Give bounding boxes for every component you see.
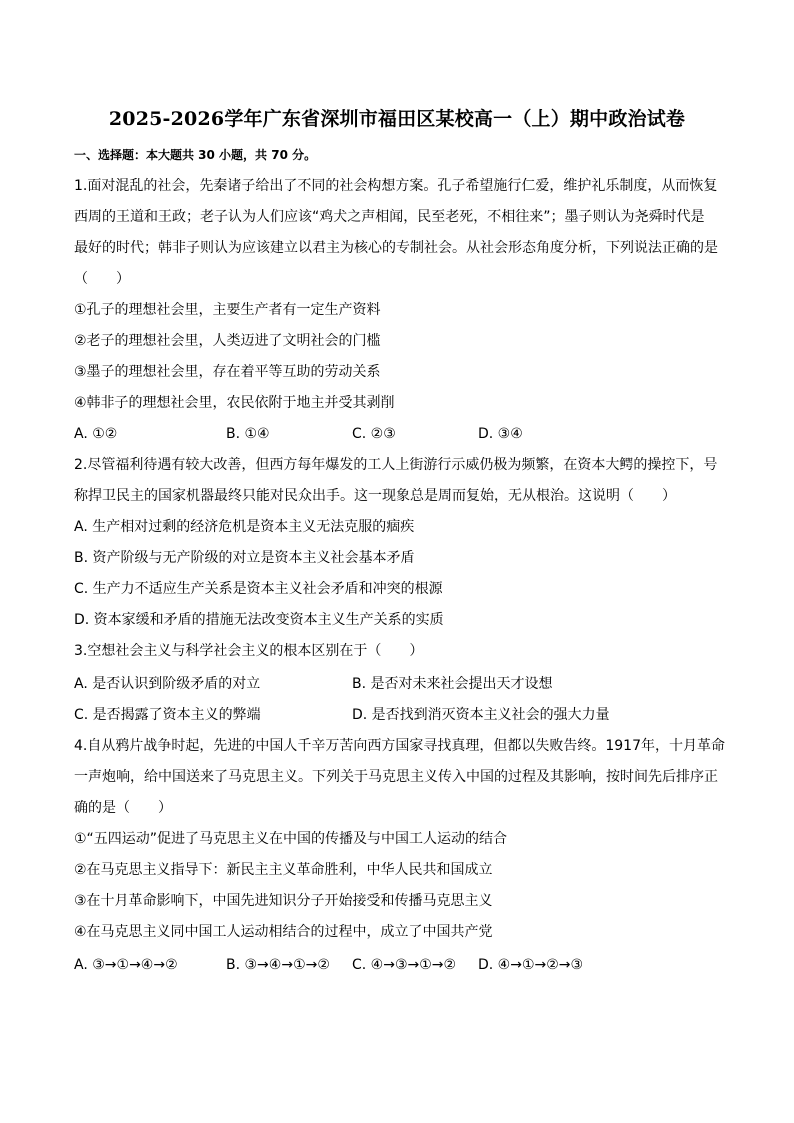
q3-option-c[interactable]: C. 是否揭露了资本主义的弊端	[74, 707, 261, 723]
q2-option-c[interactable]: C. 生产力不适应生产关系是资本主义社会矛盾和冲突的根源	[74, 581, 443, 597]
q1-stem-line: 西周的王道和王政；老子认为人们应该“鸡犬之声相闻，民至老死，不相往来”；墨子则认为尧舜时代是	[74, 209, 705, 225]
q3-stem-line: 3.空想社会主义与科学社会主义的根本区别在于（ ）	[74, 643, 424, 659]
q2-option-d[interactable]: D. 资本家缓和矛盾的措施无法改变资本主义生产关系的实质	[74, 612, 444, 628]
q2-option-b[interactable]: B. 资产阶级与无产阶级的对立是资本主义社会基本矛盾	[74, 550, 415, 566]
q1-option-c[interactable]: C. ②③	[352, 426, 396, 442]
q4-stem-line: 4.自从鸦片战争时起，先进的中国人千辛万苦向西方国家寻找真理，但都以失败告终。1917年，十月革命	[74, 738, 725, 754]
q2-stem-line: 称捍卫民主的国家机器最终只能对民众出手。这一现象总是周而复始，无从根治。这说明（ ）	[74, 488, 676, 504]
q4-option-c[interactable]: C. ④→③→①→②	[352, 957, 457, 973]
q1-option-a[interactable]: A. ①②	[74, 426, 118, 442]
q1-stem-line: 1.面对混乱的社会，先秦诸子给出了不同的社会构想方案。孔子希望施行仁爱，维护礼乐制度，从而恢复	[74, 178, 718, 194]
q1-stem-line: 最好的时代；韩非子则认为应该建立以君主为核心的专制社会。从社会形态角度分析，下列说法正确的是	[74, 240, 718, 256]
q3-option-a[interactable]: A. 是否认识到阶级矛盾的对立	[74, 676, 261, 692]
q3-option-b[interactable]: B. 是否对未来社会提出天才设想	[352, 676, 553, 692]
q4-stem-line: 确的是（ ）	[74, 800, 172, 816]
q1-option-b[interactable]: B. ①④	[226, 426, 270, 442]
q1-item: ④韩非子的理想社会里，农民依附于地主并受其剥削	[74, 395, 395, 411]
q1-option-d[interactable]: D. ③④	[478, 426, 523, 442]
q2-stem-line: 2.尽管福利待遇有较大改善，但西方每年爆发的工人上街游行示威仍极为频繁，在资本大鳄的操控下，号	[74, 457, 718, 473]
q1-stem-line: （ ）	[74, 271, 130, 287]
q4-item: ②在马克思主义指导下：新民主主义革命胜利，中华人民共和国成立	[74, 862, 493, 878]
q1-item: ①孔子的理想社会里，主要生产者有一定生产资料	[74, 302, 381, 318]
q2-option-a[interactable]: A. 生产相对过剩的经济危机是资本主义无法克服的痼疾	[74, 519, 415, 535]
q4-option-a[interactable]: A. ③→①→④→②	[74, 957, 178, 973]
section-heading: 一、选择题：本大题共 30 小题，共 70 分。	[74, 148, 317, 162]
q4-item: ④在马克思主义同中国工人运动相结合的过程中，成立了中国共产党	[74, 924, 493, 940]
q1-item: ②老子的理想社会里，人类迈进了文明社会的门槛	[74, 333, 381, 349]
q3-option-d[interactable]: D. 是否找到消灭资本主义社会的强大力量	[352, 707, 610, 723]
q1-item: ③墨子的理想社会里，存在着平等互助的劳动关系	[74, 364, 381, 380]
q4-option-d[interactable]: D. ④→①→②→③	[478, 957, 584, 973]
exam-title: 2025-2026学年广东省深圳市福田区某校高一（上）期中政治试卷	[108, 108, 686, 130]
q4-item: ①“五四运动”促进了马克思主义在中国的传播及与中国工人运动的结合	[74, 831, 508, 847]
q4-option-b[interactable]: B. ③→④→①→②	[226, 957, 330, 973]
q4-item: ③在十月革命影响下，中国先进知识分子开始接受和传播马克思主义	[74, 893, 493, 909]
q4-stem-line: 一声炮响，给中国送来了马克思主义。下列关于马克思主义传入中国的过程及其影响，按时间先后排序正	[74, 769, 718, 785]
